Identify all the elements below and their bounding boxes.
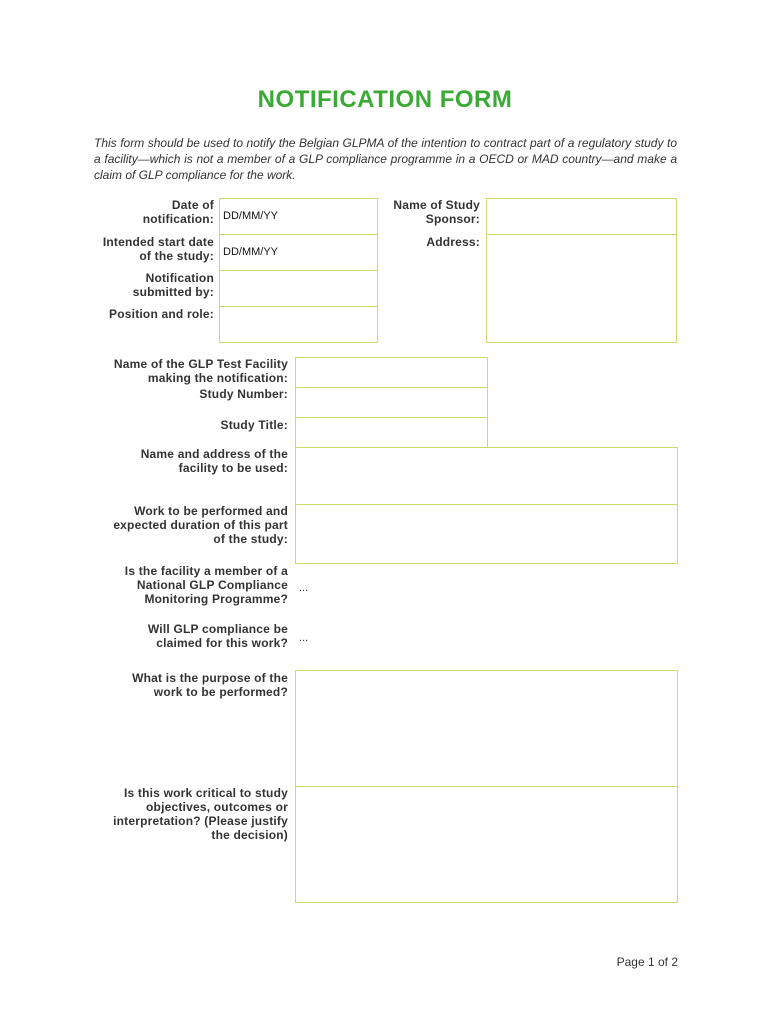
form-intro: This form should be used to notify the Belgian GLPMA of the intention to contract part of a regulatory study to a facility—which is not a member of a GLP compliance programme in a OECD or MAD country—and make a claim of GLP compliance for the work. <box>94 136 677 182</box>
test-facility-field[interactable] <box>295 357 488 388</box>
sponsor-name-label: Name of Study Sponsor: <box>393 198 480 226</box>
position-role-label: Position and role: <box>109 307 214 321</box>
form-title: NOTIFICATION FORM <box>257 86 513 113</box>
member-programme-label: Is the facility a member of a National GLP Compliance Monitoring Programme? <box>124 564 288 606</box>
work-performed-field[interactable] <box>295 504 678 564</box>
purpose-label: What is the purpose of the work to be performed? <box>132 671 288 699</box>
intended-start-value: DD/MM/YY <box>223 246 278 258</box>
compliance-claimed-label: Will GLP compliance be claimed for this work? <box>147 622 288 650</box>
purpose-field[interactable] <box>295 670 678 787</box>
critical-field[interactable] <box>295 786 678 903</box>
intended-start-label: Intended start date of the study: <box>102 235 214 263</box>
facility-address-field[interactable] <box>295 447 678 505</box>
address-field[interactable] <box>486 234 677 343</box>
submitted-by-label: Notification submitted by: <box>132 271 214 299</box>
test-facility-label: Name of the GLP Test Facility making the notification: <box>113 357 288 385</box>
study-number-label: Study Number: <box>199 387 288 401</box>
date-notification-value: DD/MM/YY <box>223 210 278 222</box>
critical-label: Is this work critical to study objectives, outcomes or interpretation? (Please justify the decision) <box>113 786 288 842</box>
submitted-by-field[interactable] <box>219 270 378 307</box>
study-title-field[interactable] <box>295 417 488 448</box>
address-label: Address: <box>426 235 480 249</box>
facility-address-label: Name and address of the facility to be used: <box>140 447 288 475</box>
sponsor-name-field[interactable] <box>486 198 677 235</box>
date-notification-label: Date of notification: <box>142 198 214 226</box>
study-number-field[interactable] <box>295 387 488 418</box>
work-performed-label: Work to be performed and expected duration of this part of the study: <box>113 504 288 546</box>
member-programme-value[interactable]: ... <box>299 582 309 594</box>
page-number: Page 1 of 2 <box>616 955 678 969</box>
compliance-claimed-value[interactable]: ... <box>299 632 309 644</box>
position-role-field[interactable] <box>219 306 378 343</box>
study-title-label: Study Title: <box>220 418 288 432</box>
